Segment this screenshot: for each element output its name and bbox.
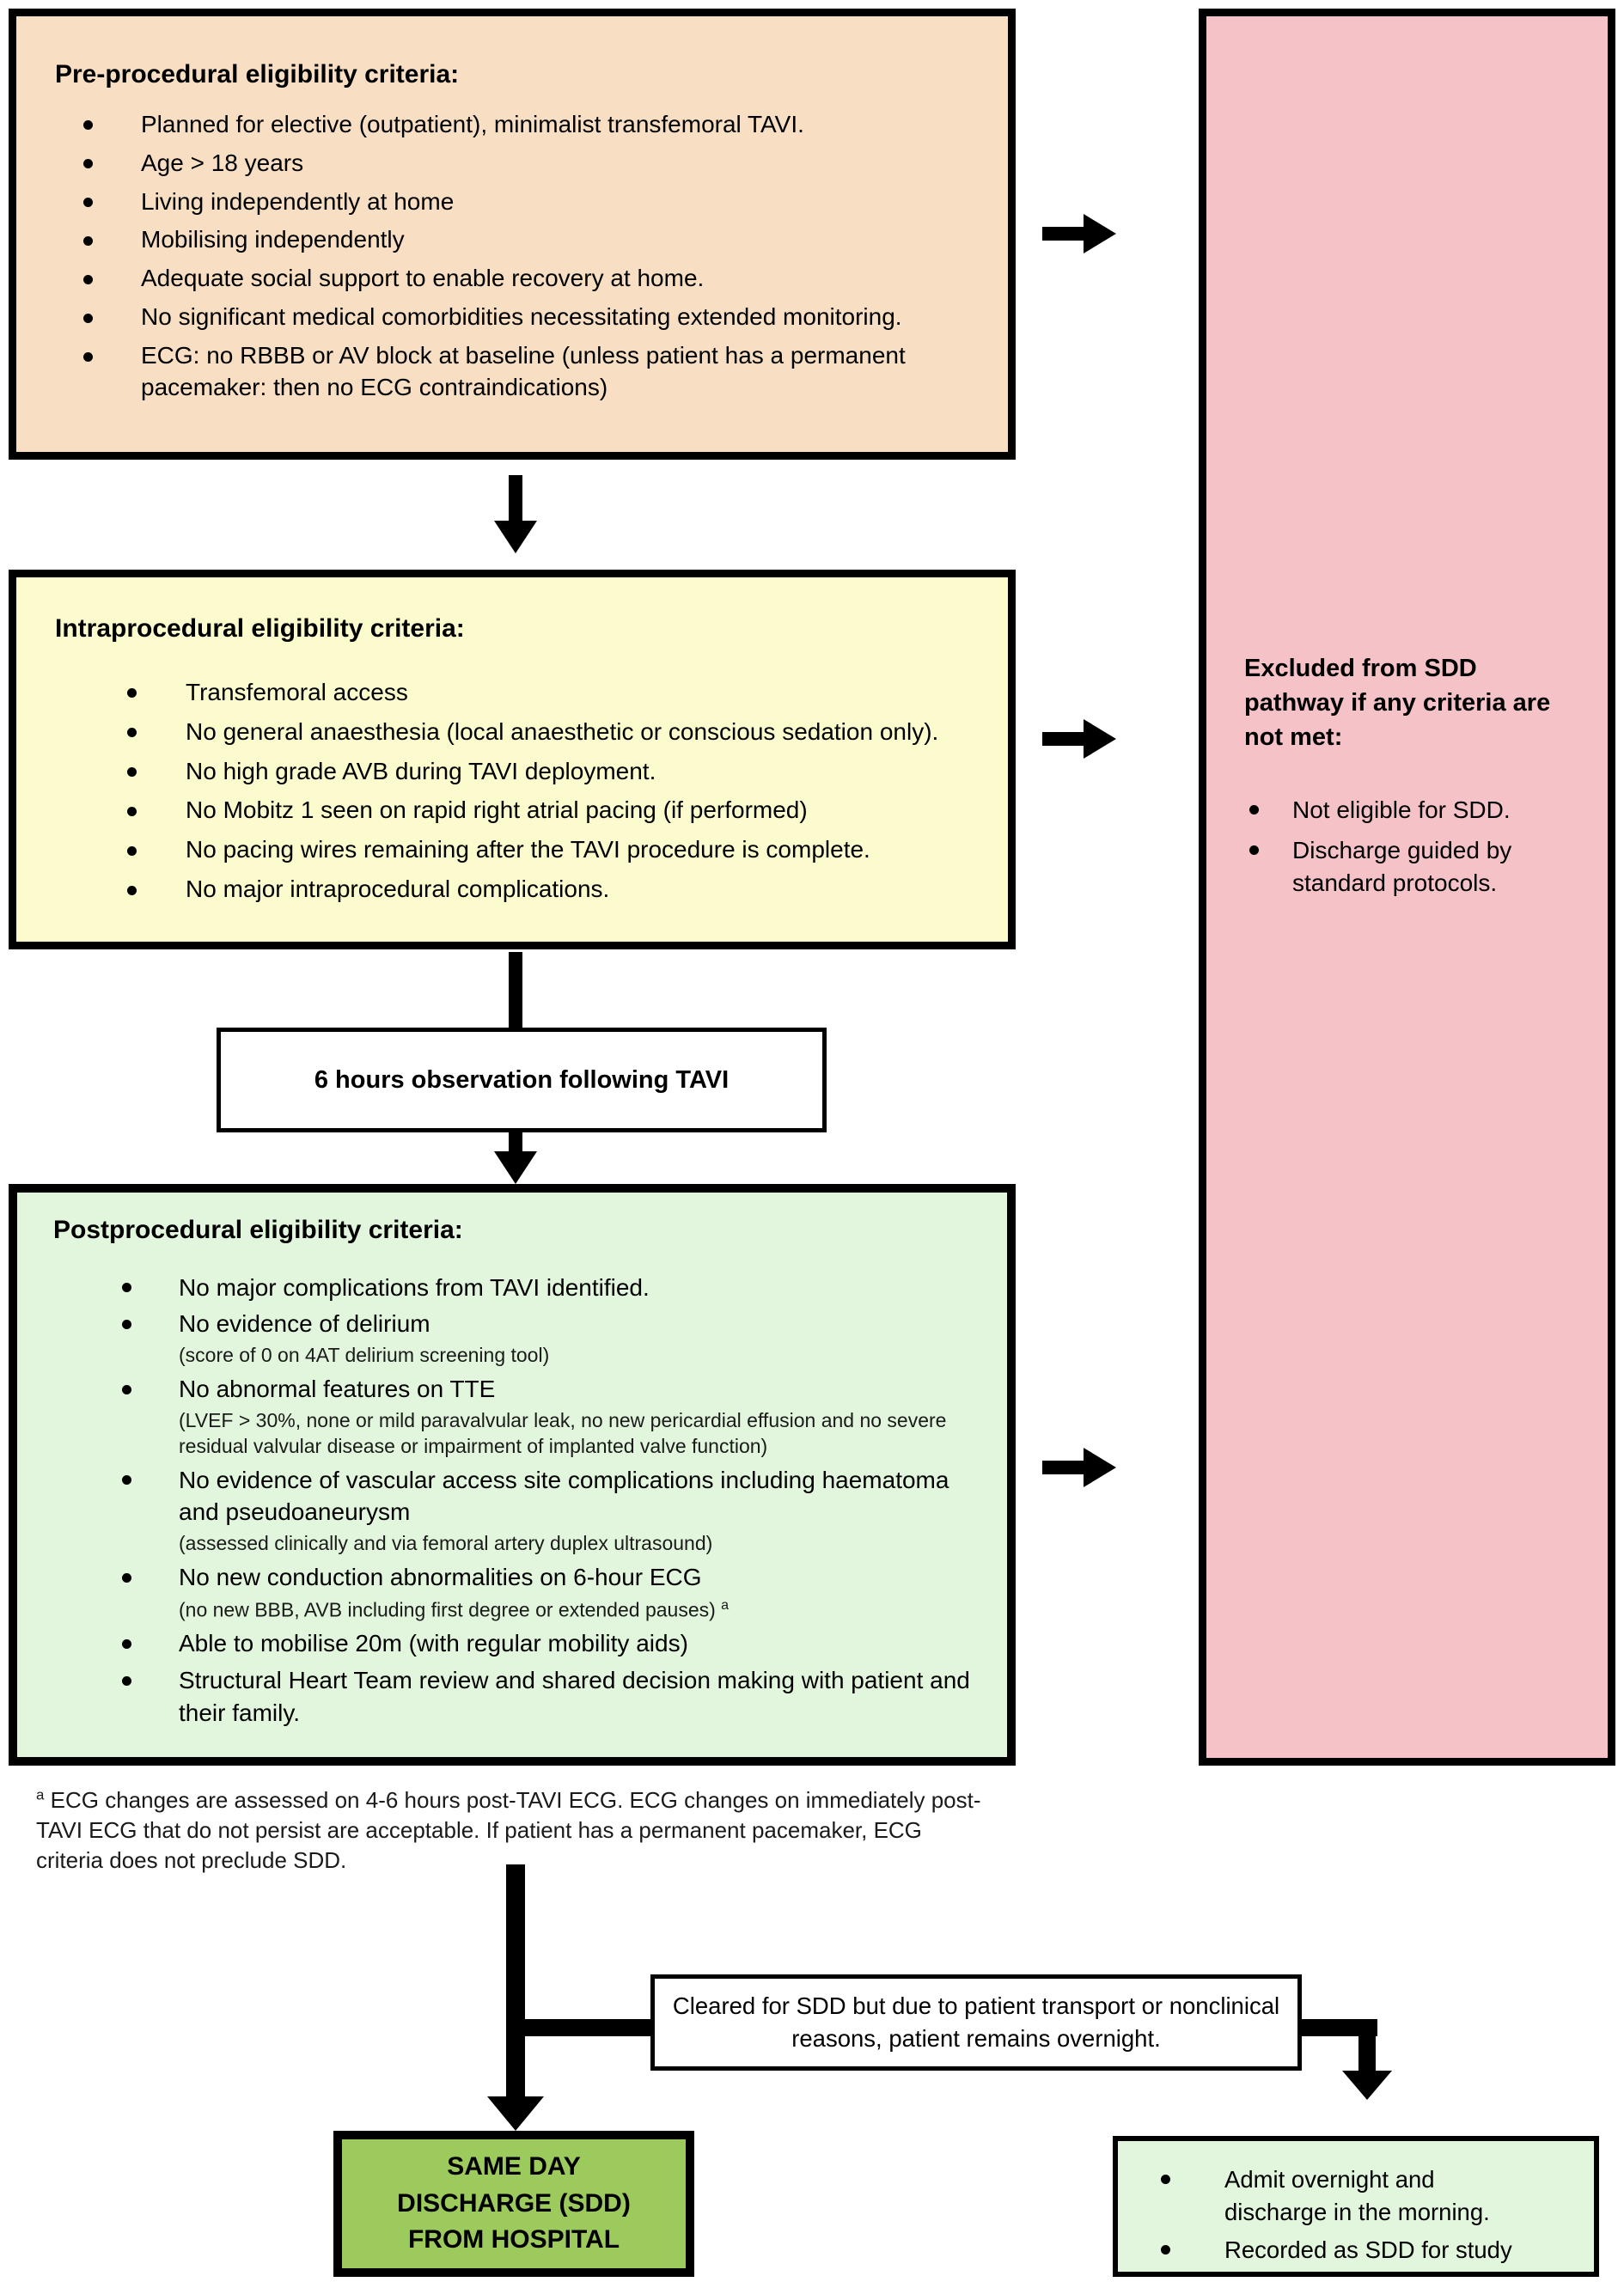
bullet-icon <box>122 1320 131 1329</box>
admit-overnight-box <box>1113 2136 1599 2277</box>
list-item: No general anaesthesia (local anaesthetic or conscious sedation only). <box>55 717 984 748</box>
arrow-observation-to-post-stem <box>509 1131 522 1153</box>
list-item: Adequate social support to enable recovery at home. <box>55 263 979 295</box>
pre-procedural-criteria-box <box>9 9 1016 460</box>
list-item: No abnormal features on TTE (LVEF > 30%, none or mild paravalvular leak, no new pericardial effusion and no severe residual valvular disease or impairment of implanted valve function) <box>53 1373 983 1460</box>
bullet-icon <box>1249 805 1259 815</box>
bullet-icon <box>127 886 137 895</box>
bullet-icon <box>127 688 137 698</box>
list-item: No major intraprocedural complications. <box>55 874 984 906</box>
list-item: Able to mobilise 20m (with regular mobility aids) <box>53 1627 983 1660</box>
bullet-icon <box>122 1283 131 1292</box>
observation-box <box>217 1028 827 1132</box>
list-item: ECG: no RBBB or AV block at baseline (unless patient has a permanent pacemaker: then no ECG contraindications) <box>55 340 979 404</box>
arrow-pre-to-excluded-head <box>1084 214 1116 253</box>
bullet-icon <box>1161 2175 1170 2184</box>
postprocedural-criteria-box <box>9 1184 1016 1766</box>
branch-to-admit-head <box>1342 2071 1392 2100</box>
criterion-note: (score of 0 on 4AT delirium screening tool) <box>179 1344 550 1367</box>
admit-list <box>1159 2163 1577 2267</box>
list-item: Living independently at home <box>55 186 979 218</box>
ecg-footnote <box>36 1785 994 1876</box>
bullet-icon <box>83 275 93 284</box>
sdd-line-1: SAME DAY <box>447 2152 581 2181</box>
bullet-icon <box>83 236 93 246</box>
arrow-post-to-excluded-head <box>1084 1448 1116 1487</box>
postprocedural-title: Postprocedural eligibility criteria: <box>53 1216 463 1244</box>
bullet-icon <box>122 1639 131 1649</box>
arrow-post-to-sdd-head <box>487 2096 544 2131</box>
list-item: No major complications from TAVI identified. <box>53 1272 983 1304</box>
list-item: Transfemoral access <box>55 677 984 709</box>
list-item: Age > 18 years <box>55 148 979 180</box>
list-item: Planned for elective (outpatient), minimalist transfemoral TAVI. <box>55 109 979 141</box>
arrow-pre-to-intra-stem <box>509 475 522 522</box>
bullet-icon <box>1161 2245 1170 2255</box>
list-item: No evidence of vascular access site complications including haematoma and pseudoaneurysm (assessed clinically and via femoral artery duplex ultrasound) <box>53 1464 983 1557</box>
footnote-marker: a <box>36 1786 45 1803</box>
intraprocedural-list <box>55 677 984 906</box>
bullet-icon <box>83 159 93 168</box>
arrow-intra-to-excluded-head <box>1084 719 1116 759</box>
arrow-observation-to-post-head <box>494 1151 537 1184</box>
bullet-icon <box>122 1475 131 1485</box>
list-item: Not eligible for SDD. <box>1244 794 1584 827</box>
sdd-line-3: FROM HOSPITAL <box>407 2225 620 2255</box>
excluded-list <box>1244 794 1584 899</box>
criterion-note: (assessed clinically and via femoral artery duplex ultrasound) <box>179 1532 713 1555</box>
list-item: Recorded as SDD for study <box>1159 2234 1534 2267</box>
bullet-icon <box>127 807 137 816</box>
overnight-label: Cleared for SDD but due to patient transport or nonclinical reasons, patient remains overnight. <box>672 1992 1280 2052</box>
excluded-from-sdd-box <box>1199 9 1615 1766</box>
same-day-discharge-box <box>333 2131 694 2277</box>
bullet-icon <box>83 352 93 362</box>
bullet-icon <box>127 846 137 856</box>
bullet-icon <box>83 314 93 323</box>
pre-procedural-list <box>55 109 979 405</box>
list-item: Mobilising independently <box>55 224 979 256</box>
arrow-intra-to-excluded-stem <box>1042 732 1084 746</box>
arrow-intra-to-observation-stem <box>509 952 522 1029</box>
arrow-pre-to-excluded-stem <box>1042 227 1084 241</box>
pre-procedural-title: Pre-procedural eligibility criteria: <box>55 60 460 88</box>
arrow-post-to-sdd-stem <box>506 1864 525 2100</box>
list-item: No high grade AVB during TAVI deployment. <box>55 756 984 788</box>
branch-to-overnight-left <box>521 2019 654 2036</box>
bullet-icon <box>127 767 137 777</box>
list-item: No pacing wires remaining after the TAVI procedure is complete. <box>55 834 984 866</box>
bullet-icon <box>122 1676 131 1686</box>
criterion-note: (LVEF > 30%, none or mild paravalvular leak, no new pericardial effusion and no severe residual valvular disease or impairment of implanted valve function) <box>179 1408 947 1457</box>
branch-to-admit-stem <box>1358 2021 1376 2072</box>
bullet-icon <box>122 1573 131 1583</box>
bullet-icon <box>1249 845 1259 855</box>
observation-label: 6 hours observation following TAVI <box>314 1065 730 1094</box>
bullet-icon <box>83 120 93 130</box>
list-item: No evidence of delirium (score of 0 on 4AT delirium screening tool) <box>53 1308 983 1369</box>
excluded-title: Excluded from SDD pathway if any criteria are not met: <box>1244 655 1551 752</box>
intraprocedural-title: Intraprocedural eligibility criteria: <box>55 614 465 643</box>
bullet-icon <box>122 1385 131 1394</box>
list-item: Admit overnight and discharge in the morning. <box>1159 2163 1534 2229</box>
list-item: Discharge guided by standard protocols. <box>1244 834 1584 900</box>
bullet-icon <box>127 728 137 737</box>
arrow-post-to-excluded-stem <box>1042 1461 1084 1474</box>
sdd-line-2: DISCHARGE (SDD) <box>397 2188 631 2218</box>
arrow-pre-to-intra-head <box>494 521 537 553</box>
footnote-text: ECG changes are assessed on 4-6 hours post-TAVI ECG. ECG changes on immediately post-TAVI ECG that do not persist are acceptable. If patient has a permanent pacemaker, ECG criteria does not preclude SDD. <box>36 1787 981 1874</box>
list-item: Structural Heart Team review and shared decision making with patient and their family. <box>53 1664 983 1730</box>
list-item: No new conduction abnormalities on 6-hour ECG (no new BBB, AVB including first degree or extended pauses) $^a$ <box>53 1561 983 1623</box>
list-item: No Mobitz 1 seen on rapid right atrial pacing (if performed) <box>55 795 984 827</box>
postprocedural-list <box>53 1272 983 1730</box>
overnight-exception-box <box>650 1974 1302 2071</box>
intraprocedural-criteria-box <box>9 570 1016 949</box>
list-item: No significant medical comorbidities necessitating extended monitoring. <box>55 302 979 333</box>
bullet-icon <box>83 198 93 207</box>
criterion-note: (no new BBB, AVB including first degree or extended pauses) $^a$ <box>179 1596 730 1621</box>
